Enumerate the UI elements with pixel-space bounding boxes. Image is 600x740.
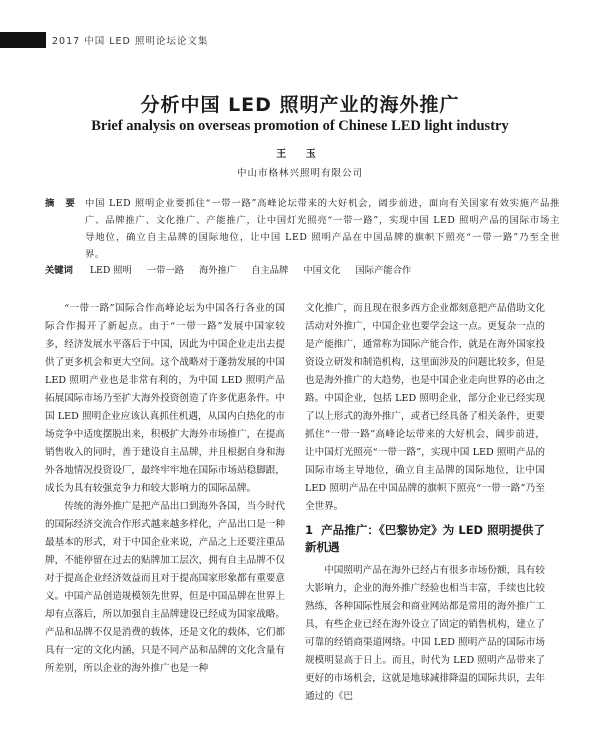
- body-paragraph: 文化推广，而且现在很多西方企业都刻意把产品借助文化活动对外推广，中国企业也要学会这一点。更复杂一点的是产能推广，通常称为国际产能合作，就是在海外国家投资设立研发和制造机构，这里面涉及的问题比较多，但是也是海外推广的大趋势，也是中国企业走向世界的必由之路。中国企业，包括 LED 照明企业，部分企业已经实现了以上形式的海外推广，或者已经具备了相关条件，更要抓住“一带一路”高峰论坛带来的大好机会，阔步前进，让中国灯光照亮“一带一路”，实现中国 LED 照明产品的国际市场主导地位，确立自主品牌的国际地位，让中国 LED 照明产品在中国品牌的旗帜下照亮“一带一路”乃至全世界。: [305, 303, 545, 512]
- keyword: 一带一路: [146, 265, 185, 276]
- journal-name: 2017 中国 LED 照明论坛论文集: [52, 36, 209, 47]
- author-name: 王 玉: [276, 149, 324, 160]
- keyword: 自主品牌: [251, 265, 289, 276]
- running-header: [0, 30, 600, 52]
- keyword: 国际产能合作: [355, 265, 412, 276]
- body-column-right: [305, 300, 545, 706]
- section-heading: [305, 522, 545, 556]
- paper-title-english: Brief analysis on overseas promotion of Chinese LED light industry: [91, 118, 509, 134]
- abstract: [45, 195, 560, 263]
- keywords-label: 关键词: [45, 265, 73, 276]
- body-paragraph: 中国照明产品在海外已经占有很多市场份额，具有较大影响力，企业的海外推广经验也相当丰富，手续也比较熟练，各种国际性展会和商业网站都是常用的海外推广工具，有些企业已经在海外设立了固定的销售机构，建立了可靠的经销商渠道网络。中国 LED 照明产品的国际市场规模明显高于日上。而且，时代为 LED 照明产品带来了更好的市场机会，这就是地球减排降温的国际共识，去年通过的《巴: [305, 565, 545, 702]
- keyword: LED 照明: [89, 265, 132, 276]
- keywords: [45, 262, 560, 276]
- section-number: 1: [305, 523, 314, 537]
- body-paragraph: “一带一路”国际合作高峰论坛为中国各行各业的国际合作揭开了新起点。由于“一带一路”发展中国家较多，经济发展水平落后于中国，因此为中国企业走出去提供了更多机会和更大空间。这个战略对于蓬勃发展的中国 LED 照明产业也是非常有利的，为中国 LED 照明产品拓展国际市场乃至扩大海外投资创造了许多优惠条件。中国 LED 照明企业应该认真抓住机遇，从国内白热化的市场竞争中适度摆脱出来，积极扩大海外市场推广，在提高销售收入的同时，善于建设自主品牌，并且根据自身和海外各地情况投资设厂，最终牢牢地在国际市场站稳脚跟，成长为具有较强竞争力和较大影响力的国际品牌。: [45, 303, 285, 494]
- keyword: 海外推广: [198, 265, 237, 276]
- abstract-label: 摘 要: [45, 198, 79, 209]
- body-column-left: [45, 300, 285, 678]
- section-title: 产品推广：《巴黎协定》为 LED 照明提供了新机遇: [305, 523, 545, 554]
- author-affiliation: 中山市格林兴照明有限公司: [236, 168, 363, 179]
- header-black-bar: [0, 32, 46, 48]
- keyword: 中国文化: [303, 265, 341, 276]
- paper-title-chinese: 分析中国 LED 照明产业的海外推广: [140, 94, 460, 116]
- abstract-text: 中国 LED 照明企业要抓住“一带一路”高峰论坛带来的大好机会，阔步前进，面向有关国家有效实施产品推广、品牌推广、文化推广、产能推广，让中国灯光照亮“一带一路”，实现中国 LED 照明产品的国际市场主导地位，确立自主品牌的国际地位，让中国 LED 照明产品在中国品牌的旗帜下照亮“一带一路”乃至全世界。: [85, 198, 560, 260]
- body-paragraph: 传统的海外推广是把产品出口到海外各国，当今时代的国际经济交流合作形式越来越多样化，产品出口是一种最基本的形式，对于中国企业来说，产品之上还要注重品牌，不能停留在过去的贴牌加工层次，拥有自主品牌不仅对于提高企业经济效益而且对于提高国家形象都有重要意义。中国产品创造规模领先世界，但是中国品牌在世界上却有点落后，所以加强自主品牌建设已经成为国家战略。产品和品牌不仅是消费的载体，还是文化的载体，它们都具有一定的文化内涵，只是不同产品和品牌的文化含量有所差别，所以企业的海外推广也是一种: [45, 501, 285, 674]
